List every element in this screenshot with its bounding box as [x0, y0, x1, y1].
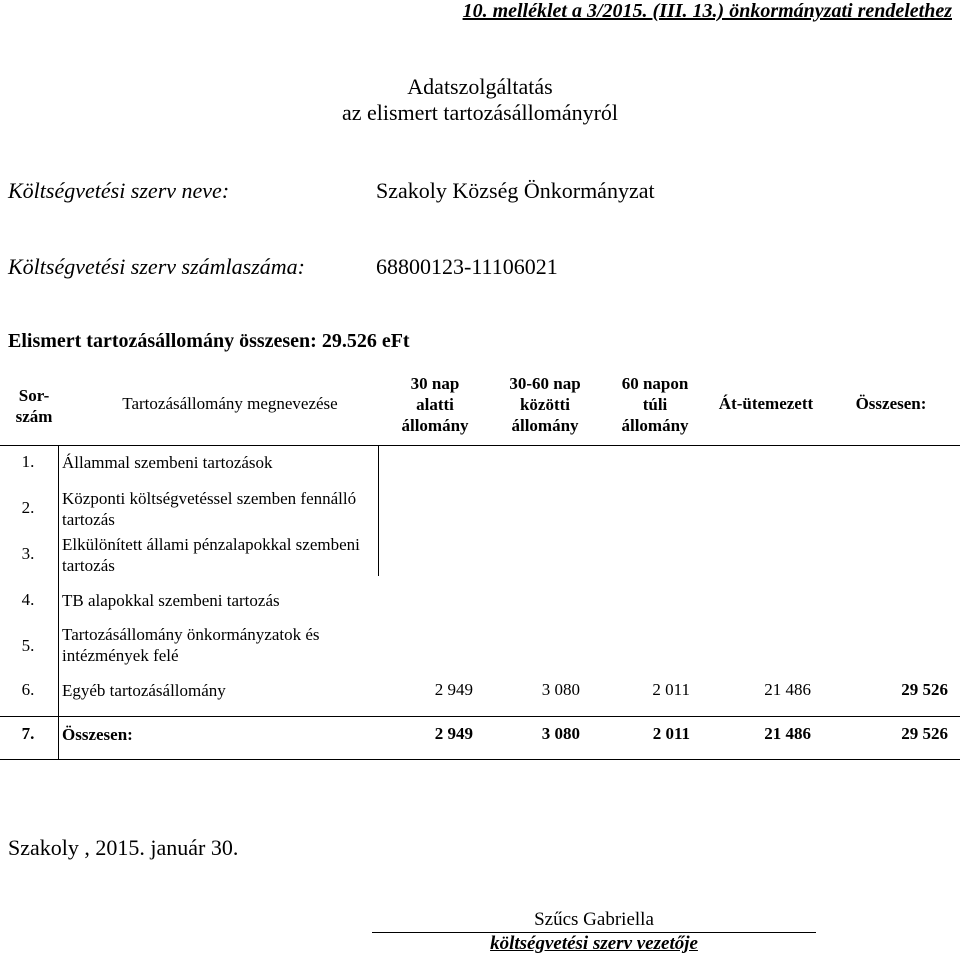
cell-60-days: 2 011 [652, 680, 690, 699]
table-rule [0, 716, 960, 717]
signatory-name: Szűcs Gabriella [534, 909, 654, 930]
row-name: Összesen: [62, 725, 133, 744]
table-rule [378, 445, 379, 576]
row-name: Egyéb tartozásállomány [62, 681, 226, 700]
document-title: Adatszolgáltatás [407, 74, 553, 99]
header-30-60-days: 30-60 nap közötti állomány [509, 374, 581, 435]
table-rule [0, 445, 960, 446]
annex-reference: 10. melléklet a 3/2015. (III. 13.) önkormányzati rendelethez [462, 0, 952, 22]
cell-30-days: 2 949 [434, 680, 473, 699]
row-number: 3. [21, 544, 35, 563]
header-60-days: 60 napon túli állomány [621, 374, 689, 435]
row-name: TB alapokkal szembeni tartozás [62, 591, 280, 610]
cell-total: 29 526 [901, 724, 948, 743]
header-sorszam: Sor- szám [15, 386, 53, 426]
table-rule [58, 445, 59, 759]
header-name: Tartozásállomány megnevezése [122, 394, 338, 413]
cell-rescheduled: 21 486 [764, 724, 811, 743]
cell-rescheduled: 21 486 [764, 680, 811, 699]
table-rule [0, 759, 960, 760]
header-30-days: 30 nap alatti állomány [401, 374, 469, 435]
total-debt-line: Elismert tartozásállomány összesen: 29.526 eFt [8, 330, 410, 352]
entity-name-value: Szakoly Község Önkormányzat [376, 178, 655, 203]
header-rescheduled: Át-ütemezett [718, 394, 814, 413]
row-number: 1. [21, 452, 35, 471]
row-name: Elkülönített állami pénzalapokkal szembeni tartozás [62, 535, 360, 575]
header-total: Összesen: [855, 394, 927, 413]
entity-name-label: Költségvetési szerv neve: [8, 178, 230, 203]
row-number: 6. [21, 680, 35, 699]
row-number: 5. [21, 636, 35, 655]
cell-total: 29 526 [901, 680, 948, 699]
row-name: Központi költségvetéssel szemben fennálló tartozás [62, 489, 357, 529]
row-number: 2. [21, 498, 35, 517]
cell-60-days: 2 011 [652, 724, 690, 743]
cell-30-60-days: 3 080 [541, 724, 580, 743]
document-subtitle: az elismert tartozásállományról [341, 100, 619, 125]
cell-30-days: 2 949 [434, 724, 473, 743]
account-label: Költségvetési szerv számlaszáma: [8, 254, 305, 279]
place-date: Szakoly , 2015. január 30. [8, 835, 239, 860]
row-name: Állammal szembeni tartozások [62, 453, 273, 472]
account-value: 68800123-11106021 [376, 254, 558, 279]
row-name: Tartozásállomány önkormányzatok és intézmények felé [62, 625, 320, 665]
cell-30-60-days: 3 080 [541, 680, 580, 699]
signatory-role: költségvetési szerv vezetője [490, 933, 698, 954]
row-number: 4. [21, 590, 35, 609]
row-number: 7. [21, 724, 35, 743]
